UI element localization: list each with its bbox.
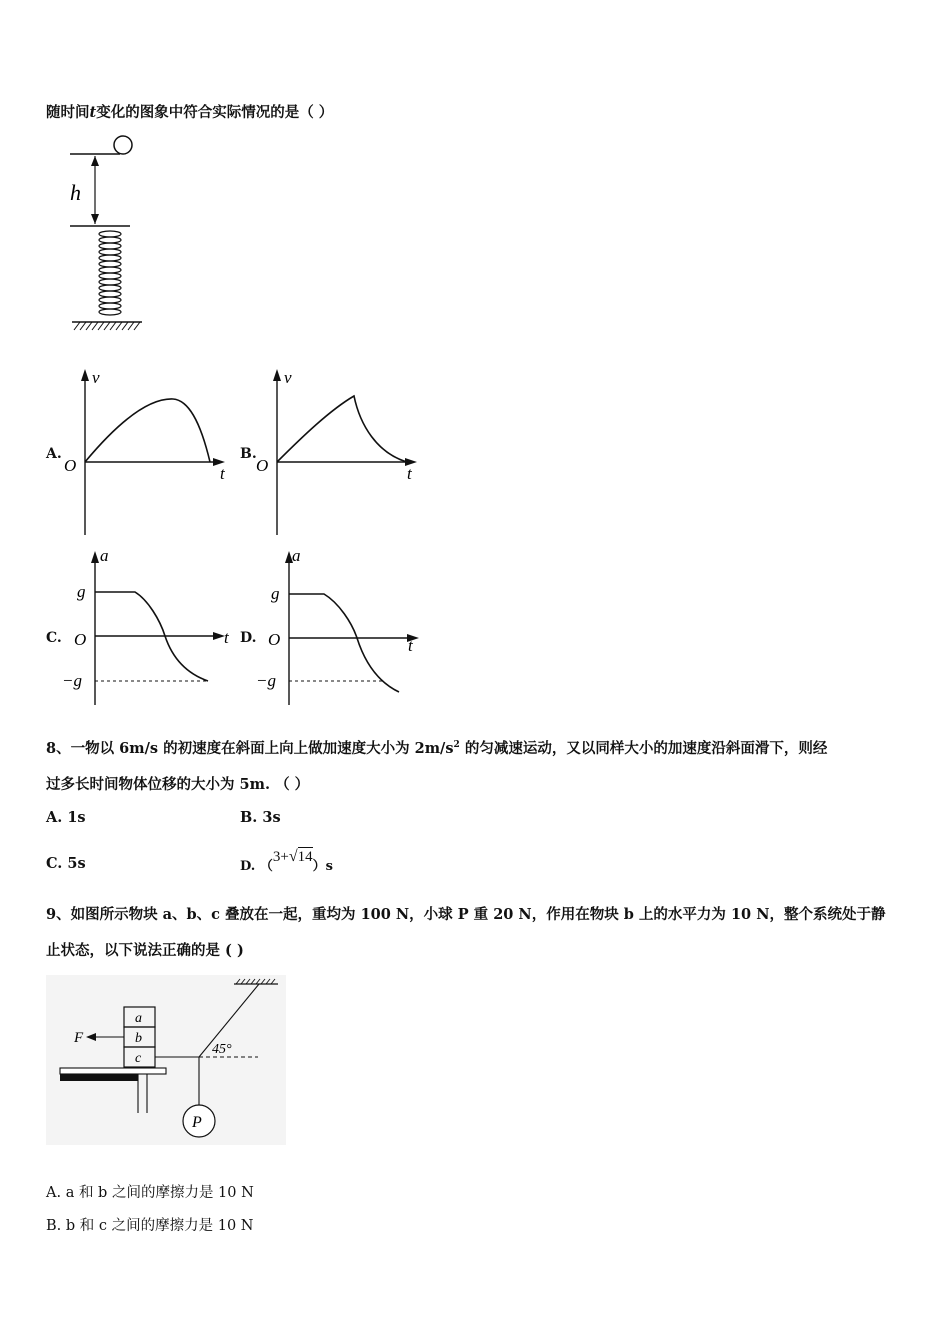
graph-A-x-label: t: [220, 464, 225, 483]
q8-option-D-num: 3+: [272, 849, 289, 865]
graph-C-neg-g-label: −g: [62, 671, 82, 690]
graph-D-x-label: t: [408, 636, 413, 655]
graph-C: [60, 545, 240, 710]
graph-A-y-label: v: [92, 368, 100, 387]
q8-option-A: A. 1s: [46, 809, 86, 826]
graph-C-x-label: t: [224, 628, 229, 647]
q7-stem-var: t: [89, 104, 97, 121]
option-D-letter: D.: [240, 630, 257, 646]
sqrt-symbol: √: [288, 848, 298, 865]
graph-C-y-label: a: [100, 546, 109, 565]
spring-h-label: h: [70, 180, 81, 205]
option-C-letter: C.: [46, 630, 62, 646]
q9-option-B: B. b 和 c 之间的摩擦力是 10 N: [46, 1218, 254, 1234]
graph-A-origin: O: [64, 456, 77, 475]
graph-D-origin: O: [268, 630, 281, 649]
option-A-letter: A.: [46, 446, 62, 462]
q8-option-D-suffix: ）s: [312, 859, 333, 874]
option-B-letter: B.: [240, 446, 257, 462]
ball-P-label: P: [192, 1114, 202, 1131]
block-c-label: c: [135, 1051, 142, 1066]
graph-D: [254, 545, 434, 710]
q8-unit-exponent: 2: [453, 740, 460, 751]
blocks-pulley-figure: [46, 975, 286, 1145]
q8-option-D-prefix: D. （: [240, 859, 273, 874]
q8-option-B: B. 3s: [240, 809, 281, 826]
graph-D-g-label: g: [271, 584, 280, 603]
force-F-label: F: [74, 1030, 84, 1046]
graph-B-x-label: t: [407, 464, 412, 483]
q8-option-D-radicand: 14: [297, 849, 313, 865]
q7-stem-pre: 随时间: [46, 104, 90, 121]
graph-A: [60, 365, 240, 540]
graph-B-y-label: v: [284, 368, 292, 387]
angle-label: 45°: [212, 1042, 232, 1057]
q8-option-C: C. 5s: [46, 855, 86, 872]
q9-option-A: A. a 和 b 之间的摩擦力是 10 N: [46, 1185, 254, 1201]
q7-stem-post: 变化的图象中符合实际情况的是（ ）: [96, 104, 334, 121]
q8-stem-line2: 过多长时间物体位移的大小为 5m. （ ）: [46, 776, 310, 793]
q8-option-D: [240, 846, 333, 874]
graph-C-g-label: g: [77, 582, 86, 601]
q8-stem-line1: [46, 737, 827, 758]
graph-A-curve: [85, 399, 210, 462]
q8-stem-line1-pre: 8、一物以 6m/s 的初速度在斜面上向上做加速度大小为 2m/s: [46, 740, 454, 757]
block-b-label: b: [135, 1031, 142, 1046]
q7-stem-tail: [46, 101, 333, 122]
q8-stem-line1-post: 的匀减速运动，又以同样大小的加速度沿斜面滑下，则经: [459, 740, 828, 757]
graph-D-curve: [289, 594, 399, 692]
q9-stem-line2: 止状态，以下说法正确的是 ( ): [46, 942, 244, 959]
spring-figure: [60, 130, 160, 340]
graph-B: [252, 365, 432, 540]
graph-B-curve: [277, 396, 407, 462]
graph-D-neg-g-label: −g: [256, 671, 276, 690]
q9-stem-line1: 9、如图所示物块 a、b、c 叠放在一起，重均为 100 N，小球 P 重 20 N，作用在物块 b 上的水平力为 10 N，整个系统处于静: [46, 906, 886, 923]
q8-option-D-expression: [273, 848, 313, 866]
graph-D-y-label: a: [292, 546, 301, 565]
graph-B-origin: O: [256, 456, 269, 475]
graph-C-origin: O: [74, 630, 87, 649]
block-a-label: a: [135, 1011, 142, 1026]
